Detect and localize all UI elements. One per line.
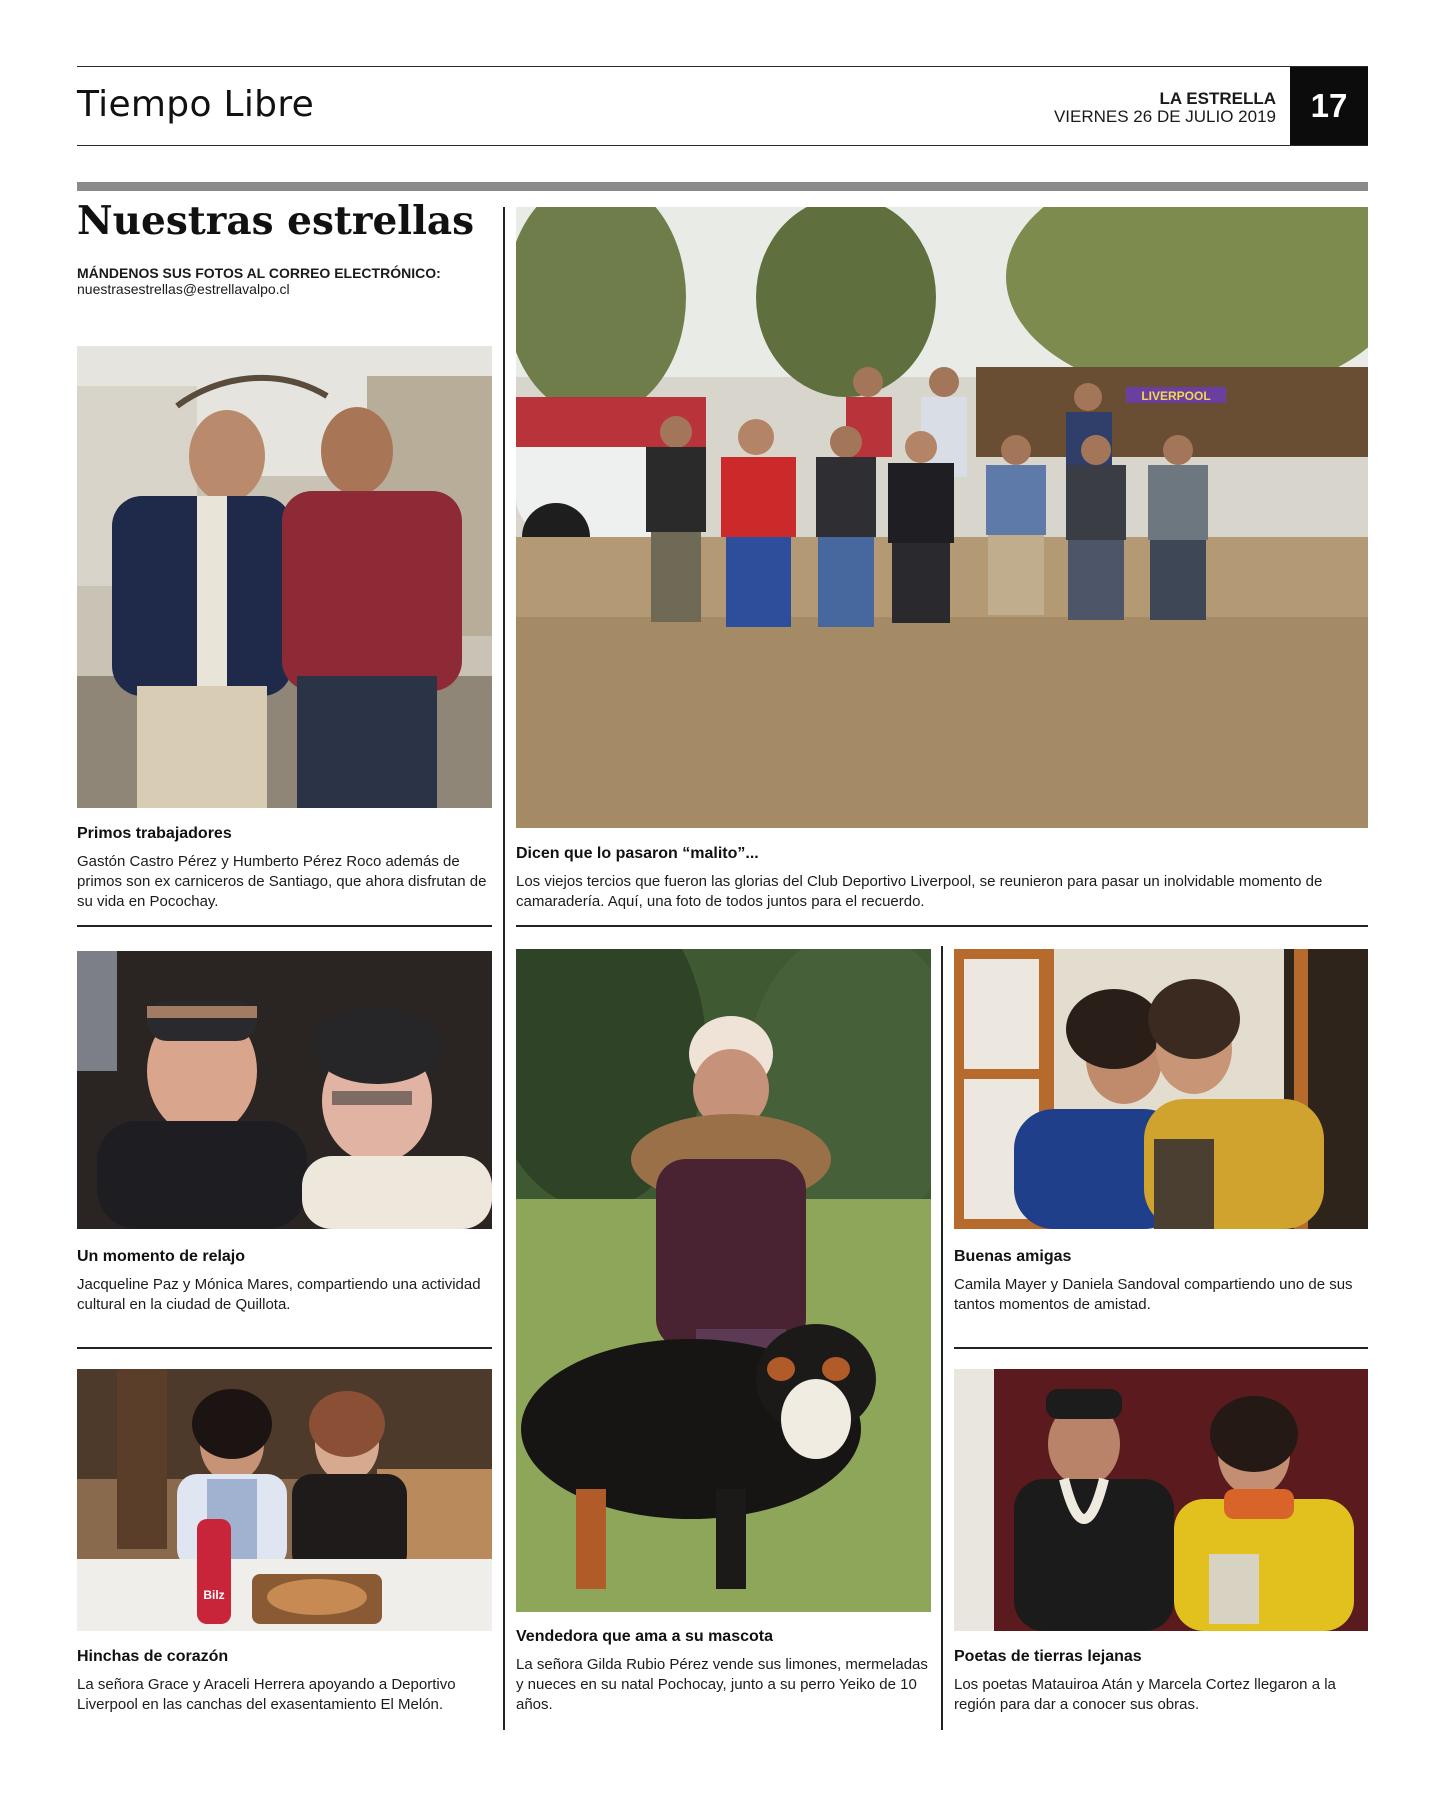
caption-text: Los viejos tercios que fueron las glorias del Club Deportivo Liverpool, se reunieron para pasar un inolvidable momento de camaradería. Aquí, una foto de todos juntos para el recuerdo. <box>516 873 1323 910</box>
header-bottom-rule <box>77 145 1368 146</box>
club-sign-text: LIVERPOOL <box>1141 389 1211 403</box>
column-divider-left <box>503 207 505 1730</box>
row-separator <box>77 1347 492 1349</box>
caption-text: Gastón Castro Pérez y Humberto Pérez Roco además de primos son ex carniceros de Santiago, que ahora disfrutan de su vida en Pocochay. <box>77 853 487 910</box>
page-title: Nuestras estrellas <box>77 198 475 244</box>
column-divider-right <box>941 946 943 1730</box>
caption-title: Hinchas de corazón <box>77 1648 229 1665</box>
section-title: Tiempo Libre <box>77 84 315 125</box>
caption-text: Los poetas Matauiroa Atán y Marcela Cortez llegaron a la región para dar a conocer sus obras. <box>954 1676 1336 1713</box>
row-separator <box>954 1347 1368 1349</box>
photo-momento-relajo <box>77 951 492 1229</box>
caption-title: Poetas de tierras lejanas <box>954 1648 1142 1665</box>
publication-info <box>1054 90 1276 126</box>
caption-text: La señora Grace y Araceli Herrera apoyando a Deportivo Liverpool en las canchas del exasentamiento El Melón. <box>77 1676 456 1713</box>
caption-title: Un momento de relajo <box>77 1248 246 1265</box>
submission-email[interactable]: nuestrasestrellas@estrellavalpo.cl <box>77 281 290 297</box>
section-divider-bar <box>77 182 1368 191</box>
publication-name: LA ESTRELLA <box>1159 89 1276 108</box>
header-top-rule <box>77 66 1368 67</box>
row-separator <box>77 925 492 927</box>
photo-primos-trabajadores <box>77 346 492 808</box>
caption-title: Dicen que lo pasaron “malito”... <box>516 845 759 862</box>
photo-vendedora-mascota <box>516 949 931 1612</box>
row-separator <box>516 925 1368 927</box>
photo-poetas-tierras-lejanas <box>954 1369 1368 1631</box>
caption-text: La señora Gilda Rubio Pérez vende sus limones, mermeladas y nueces en su natal Pochocay, junto a su perro Yeiko de 10 años. <box>516 1656 928 1713</box>
photo-hinchas-corazon <box>77 1369 492 1631</box>
caption-text: Camila Mayer y Daniela Sandoval compartiendo uno de sus tantos momentos de amistad. <box>954 1276 1353 1313</box>
submission-label: MÁNDENOS SUS FOTOS AL CORREO ELECTRÓNICO: <box>77 265 441 281</box>
photo-club-liverpool <box>516 207 1368 828</box>
publication-date: VIERNES 26 DE JULIO 2019 <box>1053 106 1276 126</box>
caption-title: Vendedora que ama a su mascota <box>516 1628 773 1645</box>
bottle-label-text: Bilz <box>203 1588 225 1602</box>
photo-buenas-amigas <box>954 949 1368 1229</box>
caption-title: Primos trabajadores <box>77 825 232 842</box>
page-number: 17 <box>1290 67 1368 145</box>
caption-text: Jacqueline Paz y Mónica Mares, compartiendo una actividad cultural en la ciudad de Quillota. <box>77 1276 481 1313</box>
caption-title: Buenas amigas <box>954 1248 1072 1265</box>
